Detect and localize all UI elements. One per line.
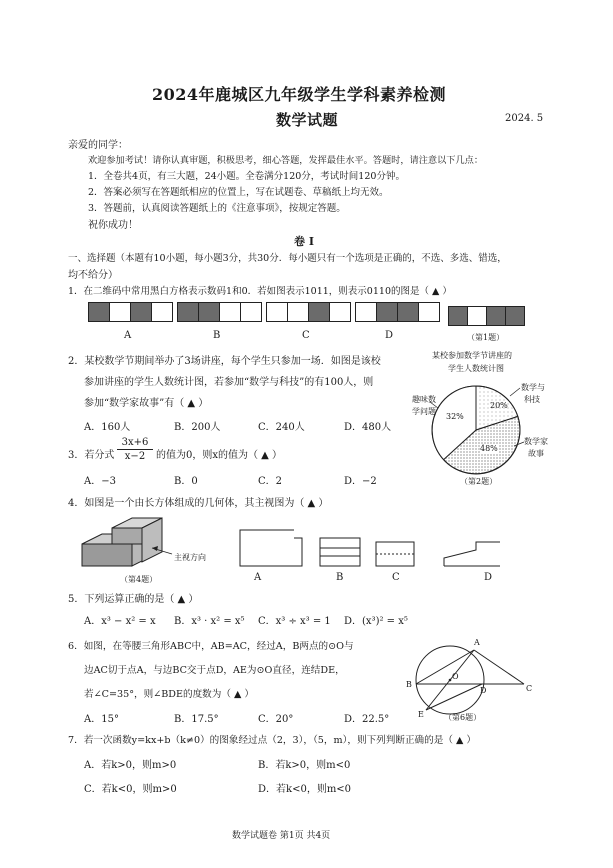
q5-option-b: B．x³ · x² = x⁵ [174, 616, 245, 627]
q5-option-c: C．x³ ÷ x³ = 1 [258, 616, 331, 627]
q7-option-b: B．若k>0，则m<0 [258, 760, 351, 771]
q6-line3: 若∠C=35°，则∠BDE的度数为（ ▲ ） [84, 689, 255, 700]
q3-frac-num: 3x+6 [121, 437, 149, 448]
section-heading-2: 均不给分） [68, 270, 118, 281]
q2-line1: 2．某校数学节期间举办了3场讲座，每个学生只参加一场．如图是该校 [68, 356, 381, 367]
pie-label-tech-2: 科技 [524, 395, 540, 404]
pt-b: B [406, 680, 412, 689]
q4-option-c: C [392, 572, 400, 583]
pie-label-story-1: 数学家 [524, 437, 548, 446]
q4-option-a: A [254, 572, 262, 583]
q7-option-d: D．若k<0，则m<0 [258, 784, 352, 795]
q3-option-a: A．−3 [84, 476, 116, 487]
intro-line: 欢迎参加考试！请你认真审题，积极思考，细心答题，发挥最佳水平。答题时，请注意以下几点： [88, 155, 484, 166]
q5-option-a: A．x³ − x² = x [84, 616, 156, 627]
q1-option-a: A [124, 330, 132, 341]
q6-caption: （第6题） [444, 713, 482, 722]
pie-title-2: 学生人数统计图 [448, 364, 504, 373]
pt-e: E [418, 710, 424, 719]
q3-option-b: B．0 [174, 476, 198, 487]
q5-option-d: D．(x³)² = x⁵ [344, 616, 408, 627]
pt-a: A [474, 638, 480, 647]
q2-pie-figure [412, 346, 558, 486]
pie-label-fun-1: 趣味数 [412, 395, 436, 404]
q3-option-c: C．2 [258, 476, 283, 487]
q1-option-c: C [302, 330, 310, 341]
pie-label-fun-2: 学问题 [412, 407, 436, 416]
q2-option-a: A．160人 [84, 422, 131, 433]
q6-option-d: D．22.5° [344, 714, 390, 725]
q2-line2: 参加讲座的学生人数统计图，若参加“数学与科技”的有100人，则 [84, 377, 374, 388]
pie-pct-32: 32% [446, 412, 464, 421]
note-1: 1．全卷共4页，有三大题，24小题。全卷满分120分，考试时间120分钟。 [88, 171, 405, 182]
q1-stem: 1．在二维码中常用黑白方格表示数码1和0．若如图表示1011，则表示0110的图是（ ▲ ） [68, 286, 452, 297]
q4-stem: 4．如图是一个由长方体组成的几何体，其主视图为（ ▲ ） [68, 498, 329, 509]
q3-stem-2: 的值为0，则x的值为（ ▲ ） [156, 450, 283, 461]
note-2: 2．答案必须写在答题纸相应的位置上，写在试题卷、草稿纸上均无效。 [88, 187, 389, 198]
q3-option-d: D．−2 [344, 476, 377, 487]
q6-option-b: B．17.5° [174, 714, 219, 725]
q3-fraction [117, 437, 153, 467]
exam-date: 2024. 5 [505, 113, 544, 124]
q3-frac-den: x−2 [124, 451, 146, 462]
pie-label-tech-1: 数学与 [521, 383, 545, 392]
q4-caption: （第4题） [120, 575, 158, 584]
q2-line3: 参加“数学家故事”有（ ▲ ） [84, 398, 209, 409]
pie-title-1: 某校参加数学节讲座的 [432, 351, 512, 360]
q4-arrow-label: 主视方向 [174, 553, 206, 562]
q1-option-d: D [385, 330, 394, 341]
q4-option-b: B [336, 572, 344, 583]
exam-title: 2024年鹿城区九年级学生学科素养检测 [152, 85, 447, 104]
pie-chart [418, 346, 558, 486]
q6-option-a: A．15° [84, 714, 119, 725]
q3-stem: 3．若分式 [68, 450, 115, 461]
q7-stem: 7．若一次函数y=kx+b（k≠0）的图象经过点（2，3），（5，m），则下列判断正确的是（ ▲ ） [68, 735, 477, 746]
q7-option-a: A．若k>0，则m>0 [84, 760, 177, 771]
q2-option-d: D．480人 [344, 422, 392, 433]
q4-option-d: D [484, 572, 493, 583]
greeting: 亲爱的同学： [68, 140, 128, 151]
section-heading: 一、选择题（本题有10小题，每小题3分，共30分．每小题只有一个选项是正确的，不选、多选、错选， [68, 253, 507, 264]
q1-caption: （第1题） [467, 333, 505, 342]
q6-line2: 边AC切于点A，与边BC交于点D，AE为⊙O直径，连结DE， [84, 665, 345, 676]
page-footer: 数学试题卷 第1页 共4页 [232, 831, 331, 841]
juan-label: 卷 I [294, 235, 314, 248]
exam-subtitle: 数学试题 [276, 111, 339, 129]
pt-c: C [526, 684, 533, 693]
wish: 祝你成功！ [88, 220, 138, 231]
q6-figure [404, 630, 544, 724]
q7-option-c: C．若k<0，则m>0 [84, 784, 177, 795]
q6-line1: 6．如图，在等腰三角形ABC中，AB=AC，经过A，B两点的⊙O与 [68, 641, 354, 652]
q2-caption: （第2题） [460, 477, 498, 486]
pie-pct-48: 48% [480, 444, 498, 453]
q5-stem: 5．下列运算正确的是（ ▲ ） [68, 594, 199, 605]
q6-option-c: C．20° [258, 714, 294, 725]
pt-d: D [480, 686, 487, 695]
q1-figures [0, 302, 613, 348]
pie-label-story-2: 故事 [528, 449, 544, 458]
q2-option-c: C．240人 [258, 422, 305, 433]
note-3: 3．答题前，认真阅读答题纸上的《注意事项》，按规定答题。 [88, 203, 346, 214]
q2-option-b: B．200人 [174, 422, 221, 433]
q4-figure [80, 508, 500, 586]
pie-pct-20: 20% [490, 401, 508, 410]
q1-option-b: B [213, 330, 221, 341]
pt-o: O [452, 672, 459, 681]
